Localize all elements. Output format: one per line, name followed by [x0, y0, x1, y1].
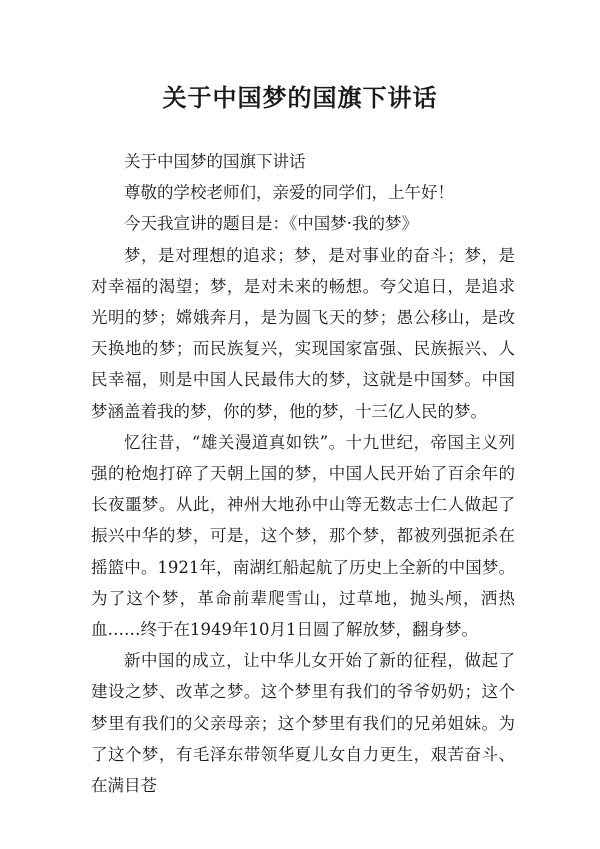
paragraph-dream-definition: 梦，是对理想的追求；梦，是对事业的奋斗；梦，是对幸福的渴望；梦，是对未来的畅想。夸父追日，是追求光明的梦；嫦娥奔月，是为圆飞天的梦；愚公移山，是改天换地的梦；而民族复兴，实现国家富强、民族振兴、人民幸福，则是中国人民最伟大的梦，这就是中国梦。中国梦涵盖着我的梦，你的梦，他的梦，十三亿人民的梦。 [91, 245, 515, 421]
paragraph-greeting: 尊敬的学校老师们，亲爱的同学们，上午好！ [124, 183, 454, 203]
paragraph-new-china: 新中国的成立，让中华儿女开始了新的征程，做起了建设之梦、改革之梦。这个梦里有我们的爷爷奶奶；这个梦里有我们的父亲母亲；这个梦里有我们的兄弟姐妹。为了这个梦，有毛泽东带领华夏儿女自力更生，艰苦奋斗、在满目苍 [91, 651, 515, 796]
paragraph-subtitle: 关于中国梦的国旗下讲话 [124, 152, 306, 171]
paragraph-history: 忆往昔，“雄关漫道真如铁”。十九世纪，帝国主义列强的枪炮打碎了天朝上国的梦，中国人民开始了百余年的长夜噩梦。从此，神州大地孙中山等无数志士仁人做起了振兴中华的梦，可是，这个梦，那个梦，都被列强扼杀在摇篮中。1921年，南湖红船起航了历史上全新的中国梦。为了这个梦，革命前辈爬雪山，过草地，抛头颅，洒热血……终于在1949年10月1日圆了解放梦，翻身梦。 [91, 432, 515, 640]
paragraph-topic: 今天我宣讲的题目是：《中国梦·我的梦》 [124, 214, 418, 234]
document-body [91, 146, 515, 801]
document-title: 关于中国梦的国旗下讲话 [162, 83, 438, 112]
